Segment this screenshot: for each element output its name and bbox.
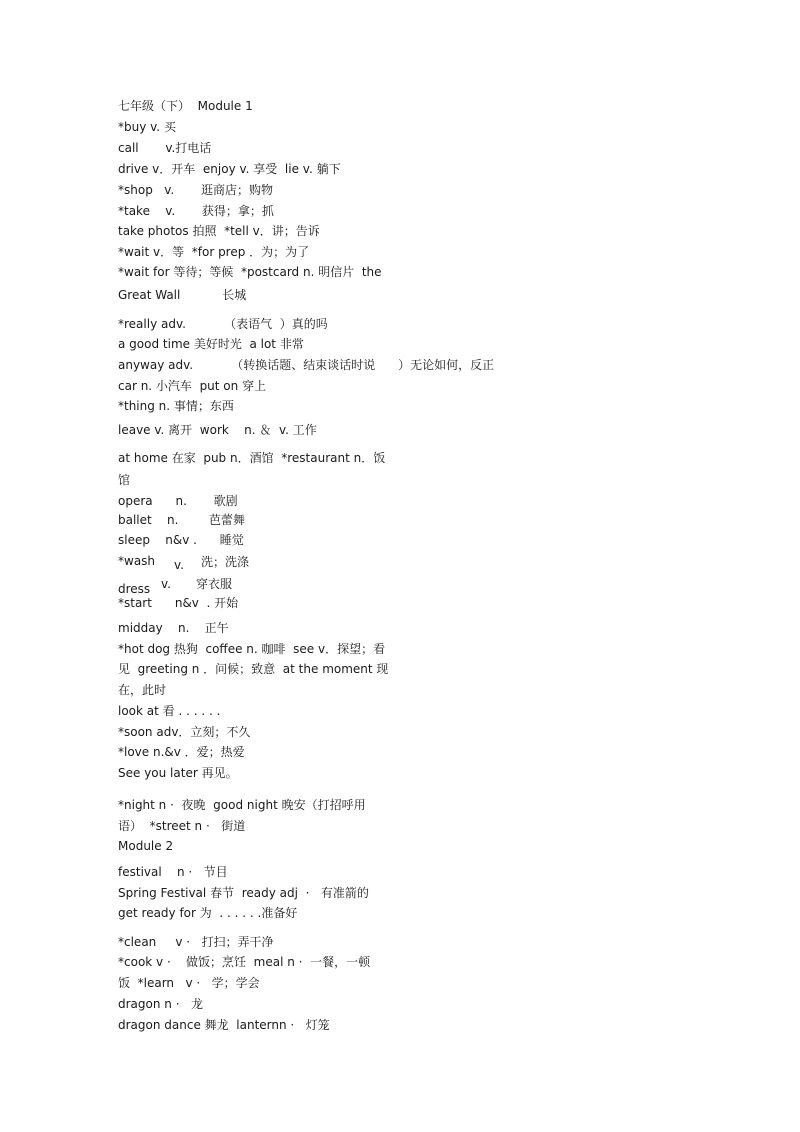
vocab-line: take photos 拍照 *tell v．讲；告诉: [118, 224, 320, 238]
vocab-line: *buy v. 买: [118, 120, 176, 134]
vocab-line: *wait for 等待；等候 *postcard n. 明信片 the: [118, 265, 382, 279]
vocab-line: call v.打电话: [118, 141, 212, 155]
vocab-line: drive v．开车 enjoy v. 享受 lie v. 躺下: [118, 162, 341, 176]
vocab-line: look at 看 . . . . . .: [118, 704, 221, 718]
vocab-line: *start n&v . 开始: [118, 596, 239, 610]
vocab-line: *shop v. 逛商店；购物: [118, 183, 273, 197]
section-title-module-2: Module 2: [118, 839, 174, 853]
vocab-line: *hot dog 热狗 coffee n. 咖啡 see v．探望；看: [118, 642, 386, 656]
vocab-line: *clean v · 打扫；弄干净: [118, 935, 274, 949]
vocab-line: *night n · 夜晚 good night 晚安（打招呼用: [118, 798, 366, 812]
vocab-line: anyway adv. （转换话题、结束谈话时说 ）无论如何，反正: [118, 358, 495, 372]
vocab-pos-dress: v.: [161, 577, 171, 591]
vocab-line: *take v. 获得；拿；抓: [118, 204, 274, 218]
vocab-line: 见 greeting n ．问候；致意 at the moment 现: [118, 662, 389, 676]
vocab-line: car n. 小汽车 put on 穿上: [118, 379, 267, 393]
vocab-line: *thing n. 事情；东西: [118, 399, 234, 413]
vocab-line: 在，此时: [118, 683, 167, 697]
vocab-line: 饭 *learn v · 学；学会: [118, 976, 260, 990]
vocab-line: *wait v．等 *for prep ．为；为了: [118, 245, 310, 259]
vocab-line: midday n. 正午: [118, 621, 229, 635]
vocab-line: dragon dance 舞龙 lanternn · 灯笼: [118, 1018, 330, 1032]
vocab-word-dress: dress: [118, 582, 151, 596]
vocab-line: opera n. 歌剧: [118, 494, 238, 508]
vocab-line: at home 在家 pub n．酒馆 *restaurant n．饭: [118, 451, 386, 465]
vocab-line: Spring Festival 春节 ready adj · 有准箭的: [118, 886, 369, 900]
vocab-line: ballet n. 芭蕾舞: [118, 513, 245, 527]
vocab-meaning-wash: 洗；洗涤: [201, 555, 250, 569]
vocab-word-wash: *wash: [118, 554, 156, 568]
vocab-line: 馆: [118, 473, 131, 487]
vocab-line: festival n · 节目: [118, 865, 228, 879]
vocab-pos-wash: v.: [174, 558, 184, 572]
vocab-line: sleep n&v . 睡觉: [118, 533, 244, 547]
vocab-line: get ready for 为 . . . . . .准备好: [118, 906, 298, 920]
vocab-line: 语） *street n · 街道: [118, 819, 246, 833]
vocab-line: leave v. 离开 work n. ＆ v. 工作: [118, 423, 317, 437]
vocab-line: *love n.&v ．爱；热爱: [118, 745, 245, 759]
vocab-meaning-dress: 穿衣服: [196, 577, 233, 591]
vocab-line: Great Wall 长城: [118, 288, 247, 302]
vocab-line: dragon n · 龙: [118, 997, 203, 1011]
vocab-line: *soon adv．立刻；不久: [118, 725, 251, 739]
vocab-line: *cook v · 做饭；烹饪 meal n · 一餐，一顿: [118, 955, 371, 969]
vocab-line: a good time 美好时光 a lot 非常: [118, 337, 304, 351]
vocab-line: *really adv. （表语气 ）真的吗: [118, 317, 328, 331]
vocab-line: See you later 再见。: [118, 766, 238, 780]
section-title-module-1: 七年级（下） Module 1: [118, 99, 253, 113]
